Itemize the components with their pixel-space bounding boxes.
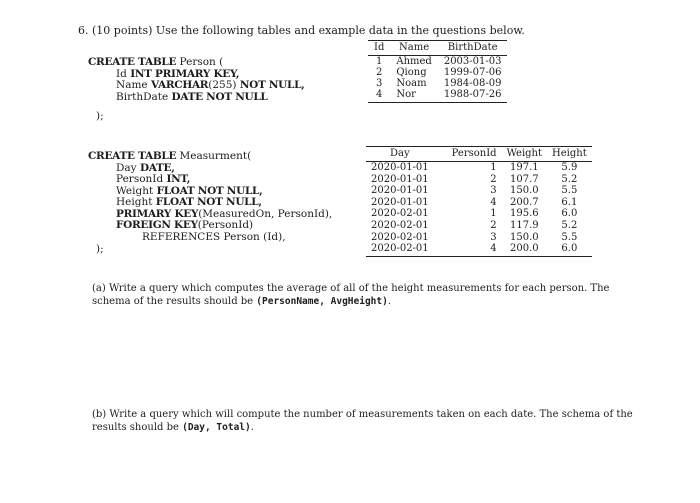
sql-keyword: NOT NULL, (239, 79, 305, 91)
table-cell: 6.0 (547, 243, 592, 256)
table-cell: 150.0 (509, 185, 539, 197)
table-row (366, 220, 592, 232)
column-header: PersonId (434, 147, 502, 162)
part-a-prompt: (a) Write a query which computes the average of all of the height measurements for each person. The schema of the results should be (92, 283, 610, 307)
table-cell: 6.1 (561, 196, 578, 208)
table-cell: 1984-08-09 (443, 78, 502, 89)
column-header: Day (366, 147, 434, 162)
table-row (368, 67, 507, 78)
table-cell: 200.0 (502, 243, 547, 256)
sql-keyword: DATE, (139, 161, 175, 174)
sql-keyword: FLOAT NOT NULL, (155, 196, 262, 208)
sql-text: (MeasuredOn, PersonId), (198, 207, 333, 220)
table-cell: 5.5 (561, 185, 578, 197)
column-header: Id (368, 41, 390, 56)
table-cell: 4 (490, 196, 497, 208)
table-cell: 2 (490, 219, 497, 231)
table-row (368, 56, 507, 68)
table-cell: 3 (375, 78, 383, 89)
sql-keyword: CREATE TABLE (88, 56, 177, 68)
table-cell: 2020-01-01 (371, 185, 429, 197)
table-row (366, 174, 592, 186)
sql-text: (255) (208, 79, 240, 91)
table-cell: Qiong (396, 67, 427, 78)
part-a-text (92, 282, 647, 308)
table-row (366, 185, 592, 197)
table-cell: 2020-01-01 (371, 173, 429, 185)
sql-keyword: CREATE TABLE (88, 150, 177, 162)
table-cell: 2020-02-01 (371, 231, 429, 243)
person-table (368, 40, 507, 103)
table-cell: 5.5 (561, 231, 578, 243)
table-row (366, 197, 592, 209)
table-cell: 5.9 (561, 162, 578, 173)
question-header: 6. (10 points) Use the following tables and example data in the questions below. (78, 24, 525, 37)
part-b-prompt: (b) Write a query which will compute the number of measurements taken on each date. The schema of the results should be (92, 409, 633, 433)
sql-text: Person (Id), (220, 230, 286, 243)
table-cell: 3 (490, 185, 497, 197)
table-cell: 197.1 (509, 162, 539, 173)
column-header: Name (390, 41, 437, 56)
table-cell: 2 (375, 67, 383, 78)
sql-text: Height (116, 196, 156, 208)
table-header-row (366, 147, 592, 162)
create-measurement-statement (88, 151, 332, 256)
code-line: ); (96, 110, 104, 122)
sql-keyword: INT, (166, 173, 191, 185)
table-cell: Ahmed (396, 56, 432, 67)
sentence-end: . (250, 422, 254, 433)
table-cell: 1 (375, 56, 383, 67)
code-line (88, 92, 305, 104)
sql-text: PersonId (116, 173, 167, 185)
sql-text: Measurment( (176, 150, 252, 162)
table-cell: 200.7 (509, 196, 539, 208)
table-cell: 1999-07-06 (443, 67, 502, 78)
table-cell: 2 (490, 173, 497, 185)
sql-text: Day (116, 161, 140, 174)
table-cell: 150.0 (509, 231, 539, 243)
table-cell: Noam (396, 78, 427, 89)
table-cell: 3 (490, 231, 497, 243)
sql-text: Person ( (176, 56, 224, 68)
part-b-text (92, 408, 647, 434)
table-cell: 117.9 (509, 219, 539, 231)
sql-text: BirthDate (116, 90, 172, 103)
part-a-schema: (PersonName, AvgHeight) (256, 296, 388, 307)
sql-keyword: INT PRIMARY KEY, (130, 67, 240, 80)
sql-keyword: DATE NOT NULL (171, 90, 268, 103)
table-row (366, 232, 592, 244)
sql-text: Weight (116, 184, 157, 197)
table-row (366, 243, 592, 256)
table-row (366, 162, 592, 174)
table-cell: 1988-07-26 (438, 89, 508, 103)
table-cell: 4 (434, 243, 502, 256)
sql-keyword: PRIMARY KEY (116, 207, 199, 220)
column-header: Weight (502, 147, 547, 162)
table-row (368, 89, 507, 103)
table-cell: 107.7 (509, 173, 539, 185)
sql-keyword: REFERENCES (142, 230, 221, 243)
table-cell: 2020-02-01 (366, 243, 434, 256)
table-cell: 2020-01-01 (371, 162, 429, 173)
column-header: Height (547, 147, 592, 162)
table-row (368, 78, 507, 89)
table-cell: 4 (368, 89, 390, 103)
sql-keyword: VARCHAR (150, 79, 209, 91)
create-person-statement (88, 57, 305, 123)
sentence-end: . (387, 296, 392, 307)
table-cell: 5.2 (561, 219, 578, 231)
table-cell: Nor (390, 89, 437, 103)
table-header-row (368, 41, 507, 56)
sql-text: (PersonId) (197, 219, 254, 231)
table-row (366, 208, 592, 220)
table-cell: 2020-01-01 (371, 196, 429, 208)
table-cell: 5.2 (561, 173, 578, 185)
measurement-table (366, 146, 592, 257)
code-line (88, 232, 332, 244)
part-b-schema: (Day, Total) (182, 422, 251, 433)
sql-text: Id (116, 67, 131, 80)
table-cell: 2003-01-03 (443, 56, 502, 67)
table-cell: 1 (490, 208, 497, 220)
sql-keyword: FLOAT NOT NULL, (156, 184, 263, 197)
table-cell: 1 (490, 162, 497, 173)
table-cell: 2020-02-01 (371, 208, 429, 220)
sql-text: Name (116, 79, 151, 91)
table-cell: 195.6 (509, 208, 539, 220)
sql-keyword: FOREIGN KEY (116, 219, 198, 231)
column-header: BirthDate (438, 41, 508, 56)
table-cell: 2020-02-01 (371, 219, 429, 231)
code-line: ); (96, 243, 104, 255)
table-cell: 6.0 (561, 208, 578, 220)
